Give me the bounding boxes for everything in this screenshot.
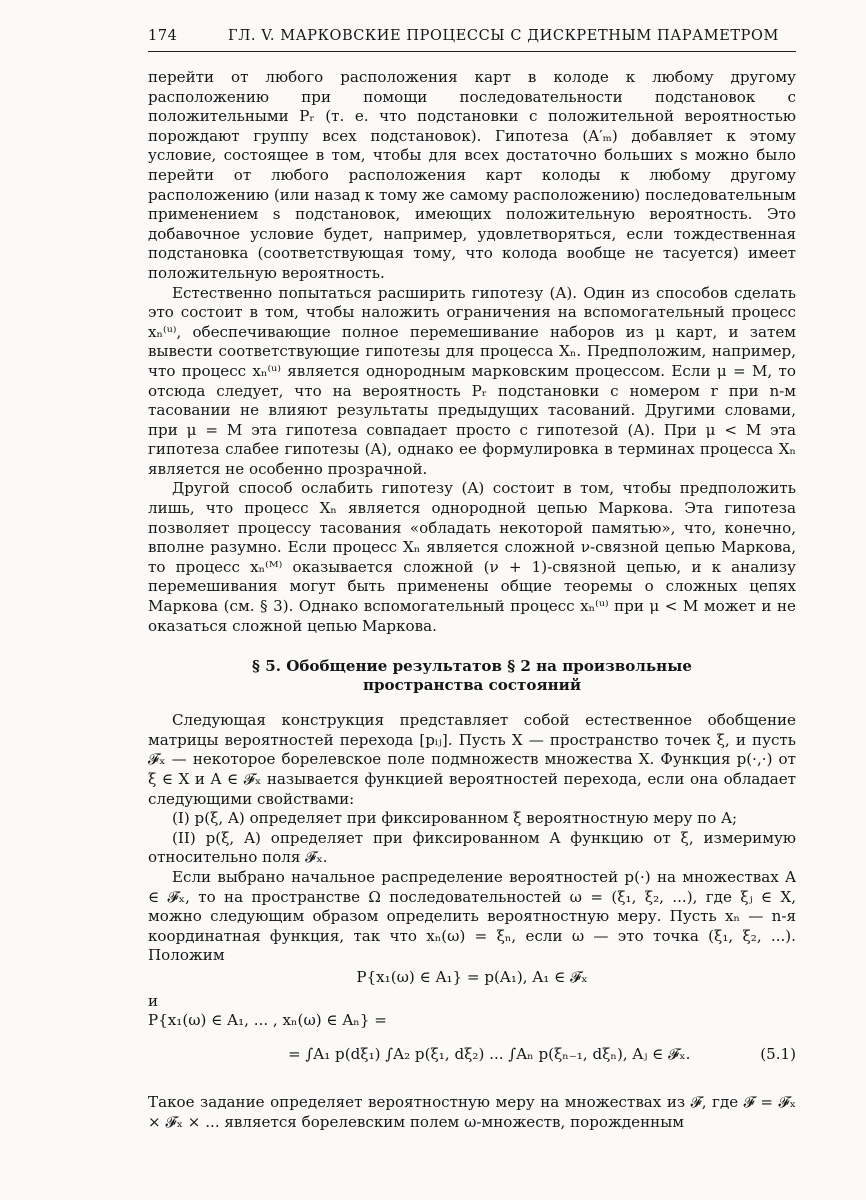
equation-rhs: [148, 1043, 796, 1093]
paragraph: Следующая конструкция представляет собой естественное обобщение матрицы вероятностей перехода [pᵢⱼ]. Пусть X — пространство точек ξ, и пусть 𝓕ₓ — некоторое борелевское поле подмножеств множества X. Функция p(·,·) от ξ ∈ X и A ∈ 𝓕ₓ называется функцией вероятностей перехода, если она обладает следующими свойствами:: [148, 711, 796, 808]
running-header: [148, 26, 796, 50]
equation-lhs: [148, 1011, 796, 1043]
and-word: и: [148, 991, 159, 1010]
section-heading-line: пространства состояний: [362, 676, 582, 695]
equation-number: (5.1): [760, 1045, 796, 1064]
section-heading-line: § 5. Обобщение результатов § 2 на произвольные: [252, 657, 692, 676]
paragraph: Такое задание определяет вероятностную меру на множествах из 𝓕, где 𝓕 = 𝓕ₓ × 𝓕ₓ × ... является борелевским полем ω-множеств, порожденным: [148, 1093, 796, 1131]
equation: P{x₁(ω) ∈ A₁} = p(A₁), A₁ ∈ 𝓕ₓ: [356, 967, 588, 986]
header-rule: [148, 51, 796, 52]
equation-rhs-text: = ∫A₁ p(dξ₁) ∫A₂ p(ξ₁, dξ₂) ... ∫Aₙ p(ξₙ₋₁, dξₙ), Aⱼ ∈ 𝓕ₓ.: [288, 1045, 691, 1064]
section-heading: [148, 657, 796, 695]
list-item: (II) p(ξ, A) определяет при фиксированном A функцию от ξ, измеримую относительно поля 𝓕ₓ.: [148, 828, 796, 867]
list-item: (I) p(ξ, A) определяет при фиксированном ξ вероятностную меру по A;: [172, 809, 738, 828]
paragraph: Другой способ ослабить гипотезу (A) состоит в том, чтобы предположить лишь, что процесс Xₙ является однородной цепью Маркова. Эта гипотеза позволяет процессу тасования «обладать некоторой памятью», что, конечно, вполне разумно. Если процесс Xₙ является сложной ν-связной цепью Маркова, то процесс xₙ⁽ᴹ⁾ оказывается сложной (ν + 1)-связной цепью, и к анализу перемешивания могут быть применены общие теоремы о сложных цепях Маркова (см. § 3). Однако вспомогательный процесс xₙ⁽ᵘ⁾ при μ < M может и не оказаться сложной цепью Маркова.: [148, 479, 796, 635]
equation-lhs-text: P{x₁(ω) ∈ A₁, ... , xₙ(ω) ∈ Aₙ} =: [148, 1011, 387, 1030]
body-text: [148, 68, 796, 1132]
page-number: 174: [148, 28, 178, 44]
paragraph: Естественно попытаться расширить гипотезу (A). Один из способов сделать это состоит в том, чтобы наложить ограничения на вспомогательный процесс xₙ⁽ᵘ⁾, обеспечивающие полное перемешивание наборов из μ карт, и затем вывести соответствующие гипотезы для процесса Xₙ. Предположим, например, что процесс xₙ⁽ᵘ⁾ является однородным марковским процессом. Если μ = M, то отсюда следует, что на вероятность Pᵣ подстановки с номером r при n-м тасовании не влияют результаты предыдущих тасований. Другими словами, при μ = M эта гипотеза совпадает просто с гипотезой (A). При μ < M эта гипотеза слабее гипотезы (A), однако ее формулировка в терминах процесса Xₙ является не особенно прозрачной.: [148, 283, 796, 478]
paragraph: перейти от любого расположения карт в колоде к любому другому расположению при помощи последовательности подстановок с положительными Pᵣ (т. е. что подстановки с положительной вероятностью порождают группу всех подстановок). Гипотеза (A′ₘ) добавляет к этому условие, состоящее в том, чтобы для всех достаточно больших s можно было перейти от любого расположения карт колоды к любому другому расположению (или назад к тому же самому расположению) последовательным применением s подстановок, имеющих положительную вероятность. Это добавочное условие будет, например, удовлетворяться, если тождественная подстановка (соответствующая тому, что колода вообще не тасуется) имеет положительную вероятность.: [148, 68, 796, 282]
paragraph: Если выбрано начальное распределение вероятностей p(·) на множествах A ∈ 𝓕ₓ, то на пространстве Ω последовательностей ω = (ξ₁, ξ₂, ...), где ξⱼ ∈ X, можно следующим образом определить вероятностную меру. Пусть xₙ — n-я координатная функция, так что xₙ(ω) = ξₙ, если ω — это точка (ξ₁, ξ₂, ...). Положим: [148, 867, 796, 965]
running-title: ГЛ. V. МАРКОВСКИЕ ПРОЦЕССЫ С ДИСКРЕТНЫМ ПАРАМЕТРОМ: [228, 28, 779, 44]
